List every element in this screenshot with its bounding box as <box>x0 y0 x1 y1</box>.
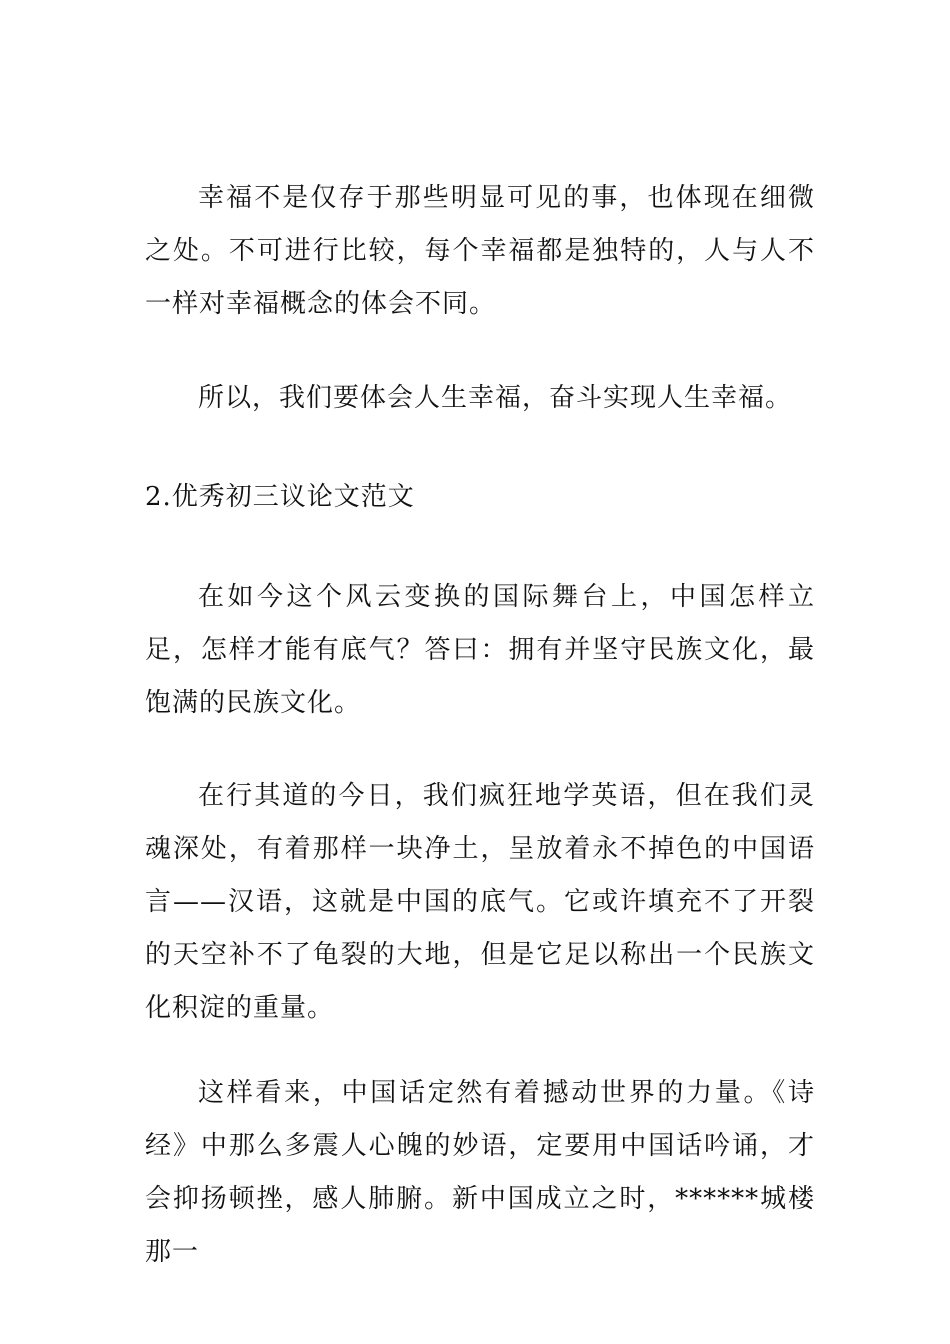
body-paragraph: 在如今这个风云变换的国际舞台上，中国怎样立足，怎样才能有底气？答曰：拥有并坚守民族文化，最饱满的民族文化。 <box>145 582 815 718</box>
body-paragraph: 幸福不是仅存于那些明显可见的事，也体现在细微之处。不可进行比较，每个幸福都是独特的，人与人不一样对幸福概念的体会不同。 <box>145 183 815 319</box>
section-heading: 2.优秀初三议论文范文 <box>145 482 415 512</box>
body-paragraph: 在行其道的今日，我们疯狂地学英语，但在我们灵魂深处，有着那样一块净土，呈放着永不掉色的中国语言——汉语，这就是中国的底气。它或许填充不了开裂的天空补不了龟裂的大地，但是它足以称出一个民族文化积淀的重量。 <box>145 781 815 1023</box>
body-paragraph: 所以，我们要体会人生幸福，奋斗实现人生幸福。 <box>198 383 793 413</box>
body-paragraph: 这样看来，中国话定然有着撼动世界的力量。《诗经》中那么多震人心魄的妙语，定要用中国话吟诵，才会抑扬顿挫，感人肺腑。新中国成立之时，******城楼那一 <box>145 1078 815 1267</box>
